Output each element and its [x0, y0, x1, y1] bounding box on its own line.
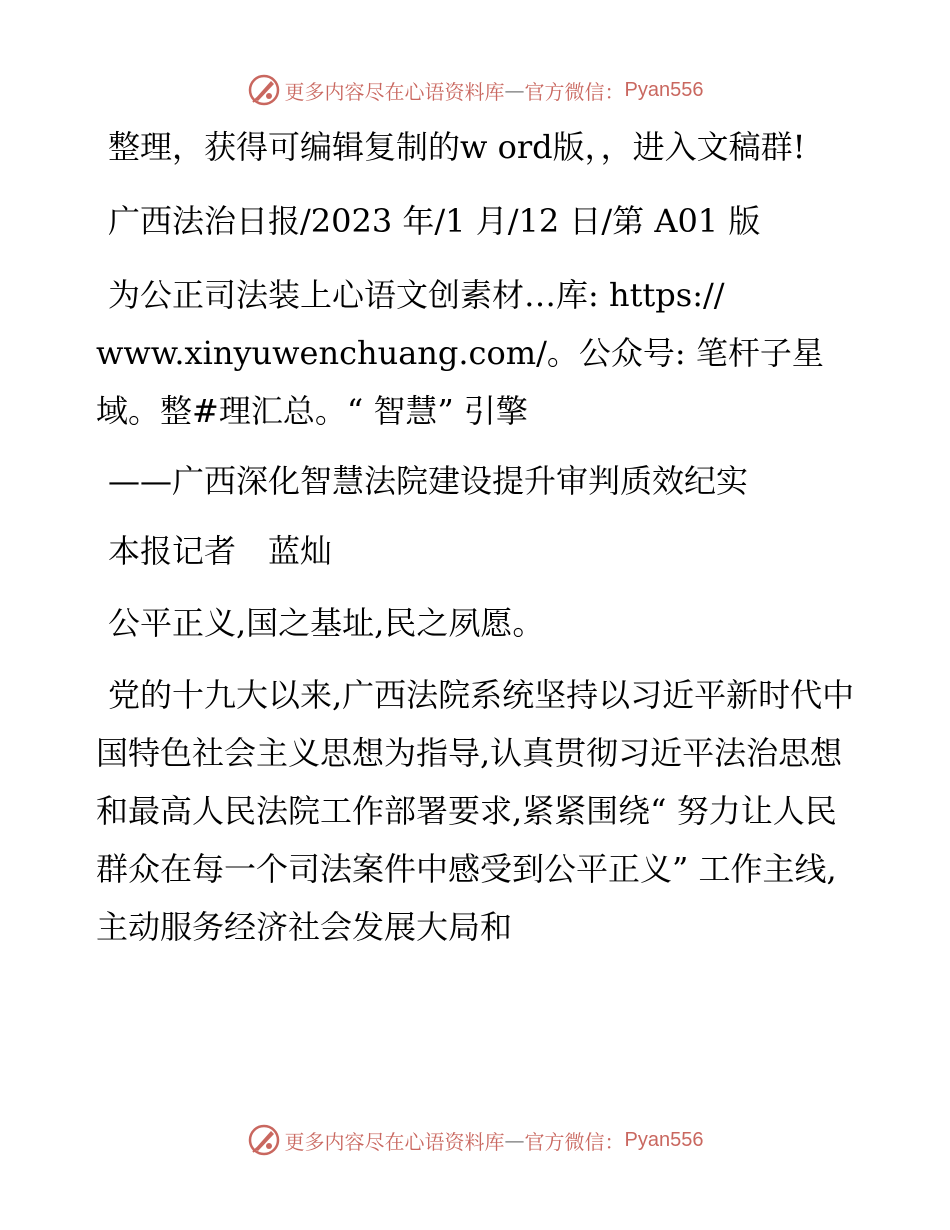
watermark-main-text: 更多内容尽在心语资料库	[284, 79, 505, 104]
byline: 本报记者 蓝灿	[108, 532, 333, 570]
footer-watermark	[0, 1120, 950, 1160]
watermark-separator: —	[504, 78, 525, 102]
watermark-label: 官方微信：	[524, 1129, 625, 1154]
watermark-handle: Pyan556	[624, 78, 704, 101]
lead-quote: 公平正义,国之基址,民之夙愿。	[108, 604, 545, 642]
header-watermark	[0, 70, 950, 110]
dateline: 广西法治日报/2023 年/1 月/12 日/第 A01 版	[108, 202, 761, 240]
watermark-main-text: 更多内容尽在心语资料库	[284, 1129, 505, 1154]
quill-pen-logo-icon	[247, 1123, 281, 1157]
body-paragraph: 党的十九大以来,广西法院系统坚持以习近平新时代中国特色社会主义思想为指导,认真贯彻习近平法治思想和最高人民法院工作部署要求,紧紧围绕“ 努力让人民群众在每一个司法案件中感受到公平正义” 工作主线,主动服务经济社会发展大局和	[96, 676, 855, 946]
watermark-separator: —	[504, 1128, 525, 1152]
source-note-paragraph: 为公正司法装上心语文创素材…库: https:// www.xinyuwenchuang.com/。公众号: 笔杆子星域。整#理汇总。“ 智慧” 引擎	[96, 276, 824, 430]
intro-paragraph: 整理，获得可编辑复制的w ord版，，进入文稿群!	[108, 128, 806, 166]
watermark-handle: Pyan556	[624, 1128, 704, 1151]
watermark-label: 官方微信：	[524, 79, 625, 104]
document-body	[96, 118, 856, 956]
quill-pen-logo-icon	[247, 73, 281, 107]
article-subtitle: ——广西深化智慧法院建设提升审判质效纪实	[108, 462, 749, 500]
